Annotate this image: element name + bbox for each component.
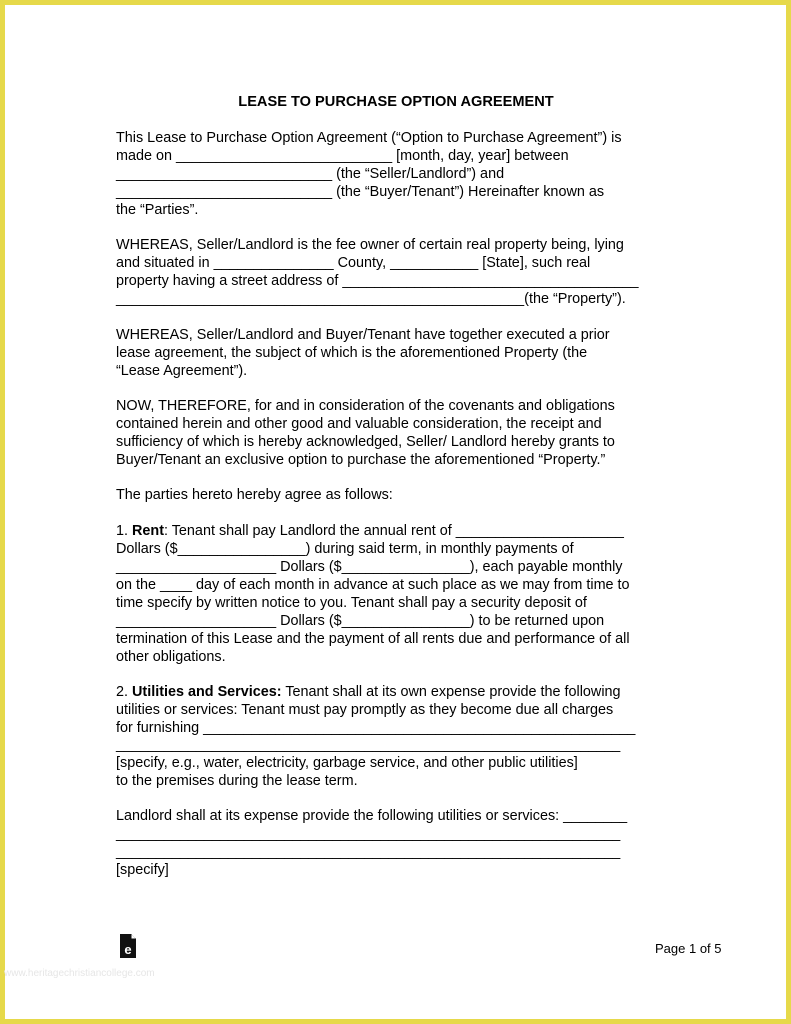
utilities-heading: Utilities and Services: xyxy=(132,684,282,700)
blank-line: _______________________________________________________________ xyxy=(116,826,621,842)
text-line: Buyer/Tenant an exclusive option to purchase the aforementioned “Property.” xyxy=(116,452,606,468)
text-line: contained herein and other good and valuable consideration, the receipt and xyxy=(116,416,602,432)
text-line: ___________________________________________________(the “Property”). xyxy=(116,291,626,307)
text-line: sufficiency of which is hereby acknowledged, Seller/ Landlord hereby grants to xyxy=(116,434,615,450)
utilities-text: Tenant shall at its own expense provide the following xyxy=(281,684,621,700)
text-line: ____________________ Dollars ($________________) to be returned upon xyxy=(116,613,605,629)
page-number: Page 1 of 5 xyxy=(655,941,722,956)
text-line: on the ____ day of each month in advance at such place as we may from time to xyxy=(116,577,630,593)
utilities-clause-heading-line xyxy=(116,684,621,702)
text-line: Dollars ($________________) during said term, in monthly payments of xyxy=(116,541,574,557)
text-line: to the premises during the lease term. xyxy=(116,773,358,789)
blank-line: _______________________________________________________________ xyxy=(116,844,621,860)
text-line: ___________________________ (the “Seller/Landlord”) and xyxy=(116,166,505,182)
text-line: WHEREAS, Seller/Landlord and Buyer/Tenant have together executed a prior xyxy=(116,327,610,343)
utilities-number: 2. xyxy=(116,684,129,700)
svg-text:e: e xyxy=(124,942,132,957)
text-line: property having a street address of _____________________________________ xyxy=(116,273,639,289)
text-line: time specify by written notice to you. Tenant shall pay a security deposit of xyxy=(116,595,587,611)
text-line: utilities or services: Tenant must pay promptly as they become due all charges xyxy=(116,702,614,718)
text-line: ____________________ Dollars ($________________), each payable monthly xyxy=(116,559,623,575)
text-line: The parties hereto hereby agree as follows: xyxy=(116,487,393,503)
text-line: “Lease Agreement”). xyxy=(116,363,248,379)
blank-line: _______________________________________________________________ xyxy=(116,737,621,753)
text-line: This Lease to Purchase Option Agreement (“Option to Purchase Agreement”) is xyxy=(116,130,622,146)
text-line: termination of this Lease and the payment of all rents due and performance of all xyxy=(116,631,630,647)
rent-clause-heading-line xyxy=(116,523,624,541)
rent-heading: Rent xyxy=(132,523,164,539)
document-title: LEASE TO PURCHASE OPTION AGREEMENT xyxy=(238,94,554,110)
text-line: [specify] xyxy=(116,862,169,878)
text-line: for furnishing ______________________________________________________ xyxy=(116,720,636,736)
document-e-icon xyxy=(118,933,138,959)
text-line: NOW, THEREFORE, for and in consideration of the covenants and obligations xyxy=(116,398,615,414)
text-line: [specify, e.g., water, electricity, garbage service, and other public utilities] xyxy=(116,755,578,771)
text-line: and situated in _______________ County, ___________ [State], such real xyxy=(116,255,591,271)
rent-text: : Tenant shall pay Landlord the annual rent of _____________________ xyxy=(164,523,624,539)
text-line: ___________________________ (the “Buyer/Tenant”) Hereinafter known as xyxy=(116,184,605,200)
text-line: Landlord shall at its expense provide the following utilities or services: ________ xyxy=(116,808,628,824)
text-line: other obligations. xyxy=(116,649,226,665)
text-line: made on ___________________________ [month, day, year] between xyxy=(116,148,569,164)
rent-number: 1. xyxy=(116,523,129,539)
text-line: lease agreement, the subject of which is the aforementioned Property (the xyxy=(116,345,588,361)
text-line: the “Parties”. xyxy=(116,202,199,218)
text-line: WHEREAS, Seller/Landlord is the fee owner of certain real property being, lying xyxy=(116,237,624,253)
watermark-text: www.heritagechristiancollege.com xyxy=(4,968,155,979)
